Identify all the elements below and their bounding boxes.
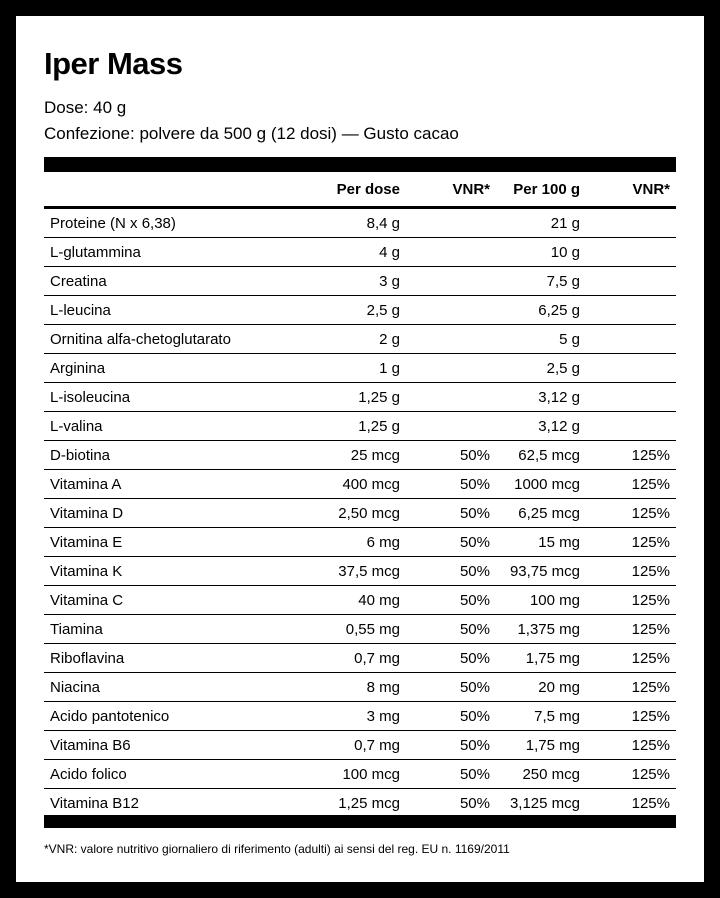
bottom-rule: [44, 815, 676, 828]
nutrient-name: D-biotina: [44, 441, 316, 470]
vnr-100g-value: 125%: [586, 702, 676, 731]
nutrient-name: Ornitina alfa-chetoglutarato: [44, 325, 316, 354]
vnr-100g-value: 125%: [586, 644, 676, 673]
nutrient-name: Arginina: [44, 354, 316, 383]
table-row: [44, 702, 676, 731]
per-dose-value: 8 mg: [316, 673, 406, 702]
per-100g-value: 1000 mcg: [496, 470, 586, 499]
per-dose-value: 6 mg: [316, 528, 406, 557]
vnr-dose-value: [406, 267, 496, 296]
vnr-dose-value: 50%: [406, 441, 496, 470]
table-row: [44, 267, 676, 296]
nutrient-name: Acido pantotenico: [44, 702, 316, 731]
vnr-dose-value: 50%: [406, 673, 496, 702]
dose-line: Dose: 40 g: [44, 98, 127, 117]
header-vnr-dose: VNR*: [406, 172, 496, 208]
nutrition-label-panel: [16, 16, 704, 882]
per-100g-value: 62,5 mcg: [496, 441, 586, 470]
nutrient-name: Acido folico: [44, 760, 316, 789]
per-dose-value: 0,55 mg: [316, 615, 406, 644]
per-dose-value: 1,25 mcg: [338, 794, 400, 812]
table-row: [44, 499, 676, 528]
table-row: [44, 383, 676, 412]
top-rule: [44, 157, 676, 172]
per-dose-value: 0,7 mg: [316, 731, 406, 760]
table-row: [44, 470, 676, 499]
table-row: [44, 238, 676, 267]
pack-line: Confezione: polvere da 500 g (12 dosi) — Gusto cacao: [44, 124, 459, 143]
table-row: [44, 441, 676, 470]
table-row: [44, 673, 676, 702]
vnr-100g-value: 125%: [586, 731, 676, 760]
per-dose-value: 3 g: [316, 267, 406, 296]
vnr-dose-value: 50%: [406, 731, 496, 760]
nutrient-name: Riboflavina: [44, 644, 316, 673]
nutrient-name: Vitamina E: [44, 528, 316, 557]
per-100g-value: 100 mg: [496, 586, 586, 615]
vnr-100g-value: 125%: [631, 794, 670, 812]
per-dose-value: 2,50 mcg: [316, 499, 406, 528]
vnr-100g-value: [586, 267, 676, 296]
vnr-100g-value: [586, 296, 676, 325]
per-dose-value: 25 mcg: [316, 441, 406, 470]
per-100g-value: 2,5 g: [496, 354, 586, 383]
per-100g-value: 7,5 g: [496, 267, 586, 296]
vnr-100g-value: 125%: [586, 557, 676, 586]
vnr-dose-value: [406, 383, 496, 412]
nutrient-name: Proteine (N x 6,38): [44, 208, 316, 238]
vnr-dose-value: 50%: [406, 557, 496, 586]
vnr-dose-value: 50%: [406, 499, 496, 528]
vnr-dose-value: 50%: [406, 528, 496, 557]
vnr-dose-value: [406, 208, 496, 238]
nutrient-name: L-isoleucina: [44, 383, 316, 412]
per-100g-value: 3,12 g: [496, 383, 586, 412]
per-dose-value: 37,5 mcg: [316, 557, 406, 586]
footnote: *VNR: valore nutritivo giornaliero di riferimento (adulti) ai sensi del reg. EU n. 1169/2011: [44, 842, 510, 856]
per-100g-value: 1,375 mg: [496, 615, 586, 644]
per-dose-value: 3 mg: [316, 702, 406, 731]
per-100g-value: 5 g: [496, 325, 586, 354]
nutrient-name: Vitamina B12: [50, 794, 139, 812]
nutrient-name: L-glutammina: [44, 238, 316, 267]
per-100g-value: 21 g: [496, 208, 586, 238]
nutrient-name: Vitamina K: [44, 557, 316, 586]
table-row: [44, 731, 676, 760]
per-100g-value: 3,12 g: [496, 412, 586, 441]
per-dose-value: 100 mcg: [316, 760, 406, 789]
vnr-dose-value: [406, 325, 496, 354]
per-dose-value: 1 g: [316, 354, 406, 383]
vnr-dose-value: 50%: [459, 794, 490, 812]
table-row: [44, 557, 676, 586]
table-row: [44, 296, 676, 325]
per-dose-value: 2,5 g: [316, 296, 406, 325]
vnr-100g-value: [586, 325, 676, 354]
vnr-dose-value: [406, 238, 496, 267]
table-row: [44, 644, 676, 673]
vnr-100g-value: 125%: [586, 615, 676, 644]
table-row: [44, 325, 676, 354]
nutrition-table: [44, 172, 676, 817]
per-100g-value: 6,25 mcg: [496, 499, 586, 528]
vnr-dose-value: [406, 296, 496, 325]
per-100g-value: 93,75 mcg: [496, 557, 586, 586]
table-row: [44, 208, 676, 238]
table-header-row: [44, 172, 676, 208]
vnr-100g-value: [586, 208, 676, 238]
per-dose-value: 1,25 g: [316, 383, 406, 412]
per-100g-value: 7,5 mg: [496, 702, 586, 731]
per-dose-value: 40 mg: [316, 586, 406, 615]
table-row: [44, 412, 676, 441]
table-row: [44, 789, 676, 818]
per-100g-value: 1,75 mg: [496, 644, 586, 673]
table-row: [44, 354, 676, 383]
vnr-100g-value: [586, 354, 676, 383]
vnr-100g-value: [586, 412, 676, 441]
table-row: [44, 586, 676, 615]
vnr-100g-value: [586, 238, 676, 267]
vnr-100g-value: 125%: [586, 470, 676, 499]
vnr-100g-value: 125%: [586, 673, 676, 702]
vnr-dose-value: 50%: [406, 586, 496, 615]
per-100g-value: 1,75 mg: [496, 731, 586, 760]
nutrient-name: L-valina: [44, 412, 316, 441]
vnr-dose-value: [406, 354, 496, 383]
header-vnr-100g: VNR*: [586, 172, 676, 208]
per-100g-value: 10 g: [496, 238, 586, 267]
product-title: Iper Mass: [44, 46, 183, 81]
nutrient-name: Vitamina B6: [44, 731, 316, 760]
per-100g-value: 3,125 mcg: [509, 794, 580, 812]
per-100g-value: 20 mg: [496, 673, 586, 702]
header-nutrient: [44, 172, 316, 208]
vnr-100g-value: 125%: [586, 760, 676, 789]
per-dose-value: 2 g: [316, 325, 406, 354]
vnr-100g-value: 125%: [586, 499, 676, 528]
nutrient-name: L-leucina: [44, 296, 316, 325]
per-dose-value: 400 mcg: [316, 470, 406, 499]
per-100g-value: 15 mg: [496, 528, 586, 557]
per-100g-value: 6,25 g: [496, 296, 586, 325]
vnr-100g-value: [586, 383, 676, 412]
table-row: [44, 760, 676, 789]
vnr-dose-value: [406, 412, 496, 441]
header-per-100g: Per 100 g: [496, 172, 586, 208]
vnr-dose-value: 50%: [406, 615, 496, 644]
per-dose-value: 8,4 g: [316, 208, 406, 238]
table-row: [44, 615, 676, 644]
nutrient-name: Creatina: [44, 267, 316, 296]
vnr-100g-value: 125%: [586, 528, 676, 557]
vnr-100g-value: 125%: [586, 441, 676, 470]
vnr-dose-value: 50%: [406, 702, 496, 731]
nutrient-name: Vitamina C: [44, 586, 316, 615]
per-100g-value: 250 mcg: [496, 760, 586, 789]
per-dose-value: 4 g: [316, 238, 406, 267]
nutrient-name: Niacina: [44, 673, 316, 702]
header-per-dose: Per dose: [316, 172, 406, 208]
nutrient-name: Vitamina A: [44, 470, 316, 499]
vnr-dose-value: 50%: [406, 760, 496, 789]
nutrient-name: Tiamina: [44, 615, 316, 644]
vnr-dose-value: 50%: [406, 470, 496, 499]
nutrient-name: Vitamina D: [44, 499, 316, 528]
per-dose-value: 1,25 g: [316, 412, 406, 441]
per-dose-value: 0,7 mg: [316, 644, 406, 673]
vnr-dose-value: 50%: [406, 644, 496, 673]
table-row: [44, 528, 676, 557]
vnr-100g-value: 125%: [586, 586, 676, 615]
